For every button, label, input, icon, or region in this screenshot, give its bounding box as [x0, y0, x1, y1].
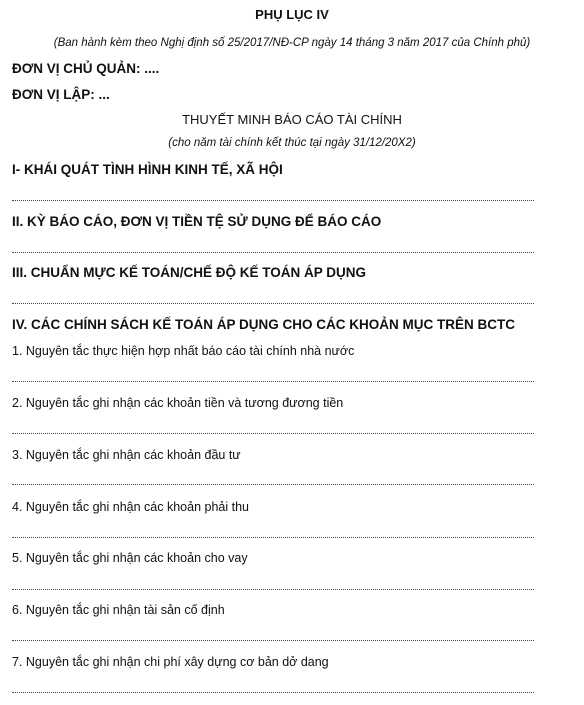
fill-in-line [12, 537, 534, 538]
section-heading: IV. CÁC CHÍNH SÁCH KẾ TOÁN ÁP DỤNG CHO CÁC KHOẢN MỤC TRÊN BCTC [12, 317, 516, 332]
section-heading: III. CHUẨN MỰC KẾ TOÁN/CHẾ ĐỘ KẾ TOÁN ÁP DỤNG [12, 265, 366, 280]
issuance-note: (Ban hành kèm theo Nghị định số 25/2017/NĐ-CP ngày 14 tháng 3 năm 2017 của Chính phủ) [53, 37, 531, 49]
fill-in-line [12, 640, 534, 641]
fill-in-line [12, 381, 534, 382]
fill-in-line [12, 433, 534, 434]
fill-in-line [12, 692, 534, 693]
policy-item: 2. Nguyên tắc ghi nhận các khoản tiền và tương đương tiền [12, 396, 344, 410]
policy-item: 5. Nguyên tắc ghi nhận các khoản cho vay [12, 551, 248, 565]
section-heading: I- KHÁI QUÁT TÌNH HÌNH KINH TẾ, XÃ HỘI [12, 162, 283, 177]
policy-item: 1. Nguyên tắc thực hiện hợp nhất báo cáo tài chính nhà nước [12, 344, 355, 358]
policy-item: 3. Nguyên tắc ghi nhận các khoản đầu tư [12, 448, 241, 462]
fill-in-line [12, 589, 534, 590]
fill-in-line [12, 252, 534, 253]
fill-in-line [12, 200, 534, 201]
fill-in-line [12, 303, 534, 304]
section-heading: II. KỲ BÁO CÁO, ĐƠN VỊ TIỀN TỆ SỬ DỤNG ĐỂ BÁO CÁO [12, 214, 382, 229]
policy-item: 6. Nguyên tắc ghi nhận tài sản cố định [12, 603, 225, 617]
policy-item: 4. Nguyên tắc ghi nhận các khoản phải thu [12, 500, 249, 514]
policy-item: 7. Nguyên tắc ghi nhận chi phí xây dựng cơ bản dở dang [12, 655, 329, 669]
managing-unit-label: ĐƠN VỊ CHỦ QUẢN: .... [12, 61, 160, 76]
appendix-title: PHỤ LỤC IV [255, 7, 329, 22]
report-subtitle: (cho năm tài chính kết thúc tại ngày 31/12/20X2) [168, 137, 416, 149]
reporting-unit-label: ĐƠN VỊ LẬP: ... [12, 87, 110, 102]
report-title: THUYẾT MINH BÁO CÁO TÀI CHÍNH [182, 112, 402, 127]
fill-in-line [12, 484, 534, 485]
